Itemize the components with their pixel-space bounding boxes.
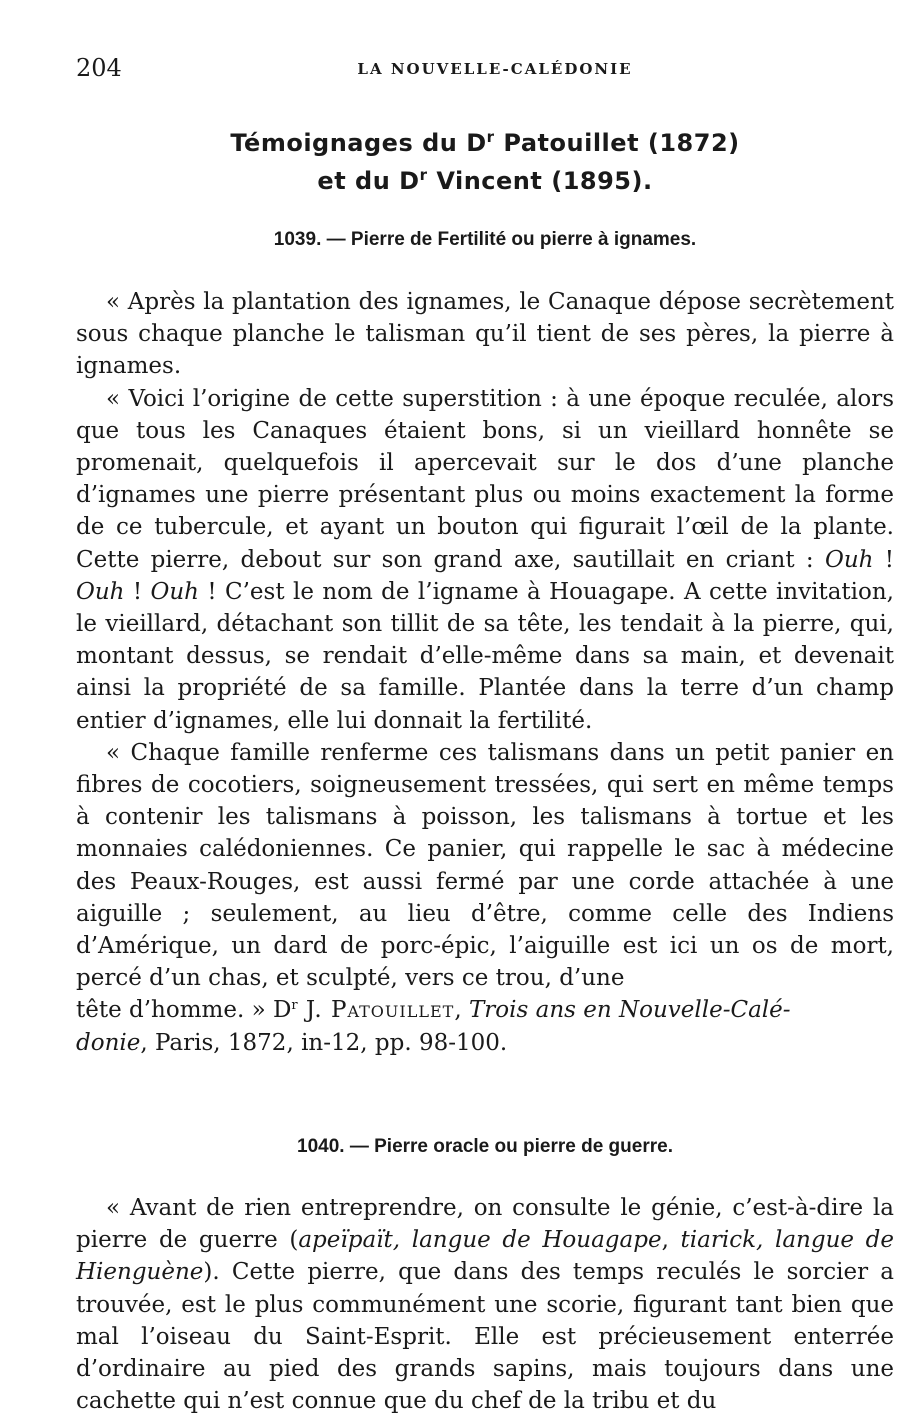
entry-1040-body <box>76 1192 894 1417</box>
section-title-line-2: et du $D^r$ Vincent (1895). <box>317 166 653 195</box>
page-number: 204 <box>76 54 122 82</box>
running-title: LA NOUVELLE-CALÉDONIE <box>357 60 633 78</box>
citation-line: tête d’homme. » $D^r$ J. Patouillet, Trois ans en Nouvelle-Calé- <box>76 997 791 1024</box>
entry-1039-paragraph-1: « Après la plantation des ignames, le Canaque dépose secrètement sous chaque planche le talisman qu’il tient de ses pères, la pierre à ignames. <box>76 289 894 380</box>
section-title <box>76 124 894 200</box>
citation-book-title: Trois ans en Nouvelle-Calé- <box>468 997 791 1024</box>
entry-1039-paragraph-3: « Chaque famille renferme ces talismans dans un petit panier en fibres de cocotiers, soigneusement tressées, qui sert en même temps à contenir les talismans à poisson, les talismans à tortue et les monnaies calédoniennes. Ce panier, qui rappelle le sac à médecine des Peaux-Rouges, est aussi fermé par une corde attachée à une aiguille ; seulement, au lieu d’être, comme celle des Indiens d’Amérique, un dard de porc-épic, l’aiguille est ici un os de mort, percé d’un chas, et sculpté, vers ce trou, d’une <box>76 739 894 992</box>
page-header <box>76 54 894 86</box>
section-title-line-1: Témoignages du $D^r$ Patouillet (1872) <box>230 128 740 157</box>
entry-1039-paragraph-2: « Voici l’origine de cette superstition : à une époque reculée, alors que tous les Canaques étaient bons, si un vieillard honnête se promenait, quelquefois il apercevait sur le dos d’une planche d’ignames une pierre présentant plus ou moins exactement la forme de ce tubercule, et ayant un bouton qui figurait l’œil de la plante. Cette pierre, debout sur son grand axe, sautillait en criant : Ouh ! Ouh ! Ouh ! C’est le nom de l’igname à Houagape. A cette invitation, le vieillard, détachant son tillit de sa tête, les tendait à la pierre, qui, montant dessus, se rendait d’elle-même dans sa main, et devenait ainsi la propriété de sa famille. Plantée dans la terre d’un champ entier d’ignames, elle lui donnait la fertilité. <box>76 385 894 734</box>
entry-1039-heading: 1039. — Pierre de Fertilité ou pierre à ignames. <box>273 229 697 250</box>
citation-author: J. Patouillet <box>297 997 455 1024</box>
entry-1040-heading: 1040. — Pierre oracle ou pierre de guerre. <box>297 1136 673 1157</box>
entry-1040-paragraph-1: « Avant de rien entreprendre, on consulte le génie, c’est-à-dire la pierre de guerre (apeïpaït, langue de Houagape, tiarick, langue de Hienguène). Cette pierre, que dans des temps reculés le sorcier a trouvée, est le plus communément une scorie, figurant tant bien que mal l’oiseau du Saint-Esprit. Elle est précieusement enterrée d’ordinaire au pied des grands sapins, mais toujours dans une cachette qui n’est connue que du chef de la tribu et du <box>76 1195 895 1415</box>
citation-line-2: donie, Paris, 1872, in-12, pp. 98-100. <box>76 1029 508 1056</box>
entry-1039-body <box>76 286 894 1059</box>
